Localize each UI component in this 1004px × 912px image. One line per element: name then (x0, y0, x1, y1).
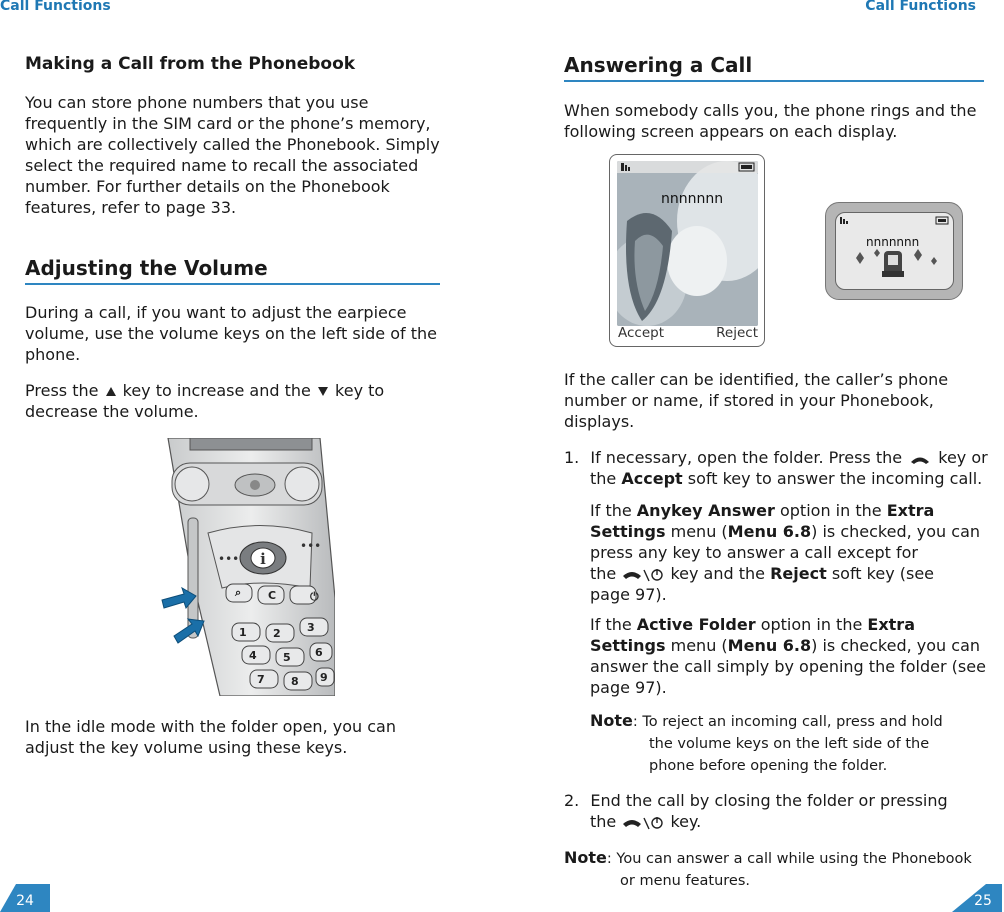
step-number: 1. (564, 448, 580, 467)
send-key-icon (907, 451, 933, 467)
key-label: 1 (239, 626, 247, 639)
text-run: key and the (670, 564, 765, 583)
text-run: the (590, 564, 617, 583)
key-label: 4 (249, 649, 257, 662)
text-line: which are collectively called the Phonebook. Simply (25, 135, 440, 154)
page-number-text: 25 (974, 893, 992, 909)
page-number-right (952, 884, 1002, 912)
extra-term: Extra (886, 501, 935, 520)
text-run: key. (670, 812, 702, 831)
text-line: When somebody calls you, the phone rings and the (564, 101, 977, 120)
text-run: If the (590, 501, 632, 520)
key-label: 2 (273, 627, 281, 640)
text-line: answer the call simply by opening the folder (see (590, 657, 986, 676)
volume-down-icon (318, 387, 328, 396)
text-run: ) is checked, you can (811, 636, 981, 655)
text-run: option in the (779, 501, 882, 520)
text-line: features, refer to page 33. (25, 198, 237, 217)
accept-term: Accept (621, 469, 683, 488)
active-folder-paragraph (590, 614, 990, 698)
text-run: : You can answer a call while using the Phonebook (606, 851, 972, 867)
wallpaper-image (617, 161, 758, 326)
svg-text:⏻: ⏻ (310, 590, 319, 603)
volume-body (25, 302, 445, 365)
identified-text (564, 369, 984, 432)
key-label: 3 (307, 621, 315, 634)
text-line: decrease the volume. (25, 402, 199, 421)
active-folder-term: Active Folder (636, 615, 756, 634)
text-run: If necessary, open the folder. Press the (590, 448, 903, 467)
note-label: Note (590, 711, 633, 730)
softkey-bar (618, 325, 758, 341)
section-title-phonebook: Making a Call from the Phonebook (25, 54, 356, 74)
step-2 (564, 790, 994, 832)
text-run: the (590, 469, 617, 488)
settings-term: Settings (590, 636, 666, 655)
external-screen-graphic (836, 213, 954, 290)
extra-term: Extra (867, 615, 915, 634)
phonebook-body (25, 92, 445, 218)
volume-up-icon (106, 387, 116, 396)
text-run: the (590, 812, 617, 831)
key-label: 7 (257, 673, 265, 686)
text-line: press any key to answer a call except for (590, 543, 918, 562)
text-line: During a call, if you want to adjust the earpiece (25, 303, 407, 322)
incoming-call-external-display (825, 202, 963, 300)
text-line: volume, use the volume keys on the left side of the (25, 324, 437, 343)
page-number-text: 24 (16, 893, 34, 909)
text-run: Press the (25, 381, 99, 400)
reject-softkey[interactable]: Reject (716, 325, 758, 341)
section-title-answering: Answering a Call (564, 53, 984, 82)
accept-softkey[interactable]: Accept (618, 325, 665, 341)
volume-press-text (25, 380, 445, 422)
text-line: You can store phone numbers that you use (25, 93, 369, 112)
key-label: C (268, 589, 277, 602)
text-run: : To reject an incoming call, press and hold (632, 714, 943, 730)
anykey-term: Anykey Answer (636, 501, 775, 520)
menu-term: Menu 6.8 (727, 636, 812, 655)
volume-idle-text (25, 716, 445, 758)
end-power-key-icon (621, 815, 665, 831)
settings-term: Settings (590, 522, 666, 541)
page-number-left (0, 884, 50, 912)
key-label: 5 (283, 651, 291, 664)
end-power-key-icon (621, 567, 665, 583)
svg-text:•••: ••• (300, 539, 322, 553)
key-label: 6 (315, 646, 323, 659)
step-1 (564, 447, 994, 489)
external-caller-id: nnnnnnn (866, 235, 920, 249)
text-run: If the (590, 615, 632, 634)
text-line: If the caller can be identified, the caller’s phone (564, 370, 949, 389)
reject-term: Reject (770, 564, 827, 583)
caller-id: nnnnnnn (661, 191, 724, 207)
key-label: 8 (291, 675, 299, 688)
text-line: In the idle mode with the folder open, you can (25, 717, 396, 736)
text-run: key to increase and the (122, 381, 311, 400)
text-line: page 97). (590, 678, 667, 697)
text-run: ) is checked, you can (811, 522, 981, 541)
display-wallpaper (617, 161, 758, 326)
text-line: number. For further details on the Phonebook (25, 177, 390, 196)
text-line: or menu features. (620, 873, 750, 889)
text-line: phone. (25, 345, 81, 364)
svg-text:⌕: ⌕ (235, 586, 242, 599)
answering-intro (564, 100, 984, 142)
text-line: frequently in the SIM card or the phone’s memory, (25, 114, 431, 133)
text-line: number or name, if stored in your Phonebook, (564, 391, 934, 410)
text-run: End the call by closing the folder or pressing (590, 791, 948, 810)
text-line: the volume keys on the left side of the (649, 736, 930, 752)
text-run: soft key to answer the incoming call. (687, 469, 983, 488)
note-phonebook (564, 847, 994, 892)
text-run: menu ( (670, 522, 728, 541)
svg-text:•••: ••• (218, 552, 240, 566)
section-title-volume: Adjusting the Volume (25, 256, 440, 285)
key-label: 9 (320, 671, 328, 684)
text-line: select the required name to recall the associated (25, 156, 419, 175)
info-key-label: i (260, 550, 266, 568)
running-header-left: Call Functions (0, 0, 111, 14)
text-line: phone before opening the folder. (649, 758, 888, 774)
anykey-paragraph (590, 500, 990, 605)
text-run: key to (335, 381, 385, 400)
step-number: 2. (564, 791, 580, 810)
running-header-right: Call Functions (865, 0, 976, 14)
note-reject (590, 710, 990, 777)
text-line: following screen appears on each display. (564, 122, 898, 141)
incoming-call-main-display (609, 154, 765, 347)
menu-term: Menu 6.8 (727, 522, 812, 541)
text-run: key or (938, 448, 988, 467)
text-run: option in the (760, 615, 863, 634)
text-line: displays. (564, 412, 635, 431)
phone-keypad-illustration (160, 438, 335, 696)
text-line: adjust the key volume using these keys. (25, 738, 348, 757)
text-run: menu ( (670, 636, 728, 655)
external-screen (835, 212, 954, 290)
note-label: Note (564, 848, 607, 867)
text-line: page 97). (590, 585, 667, 604)
text-run: soft key (see (831, 564, 935, 583)
